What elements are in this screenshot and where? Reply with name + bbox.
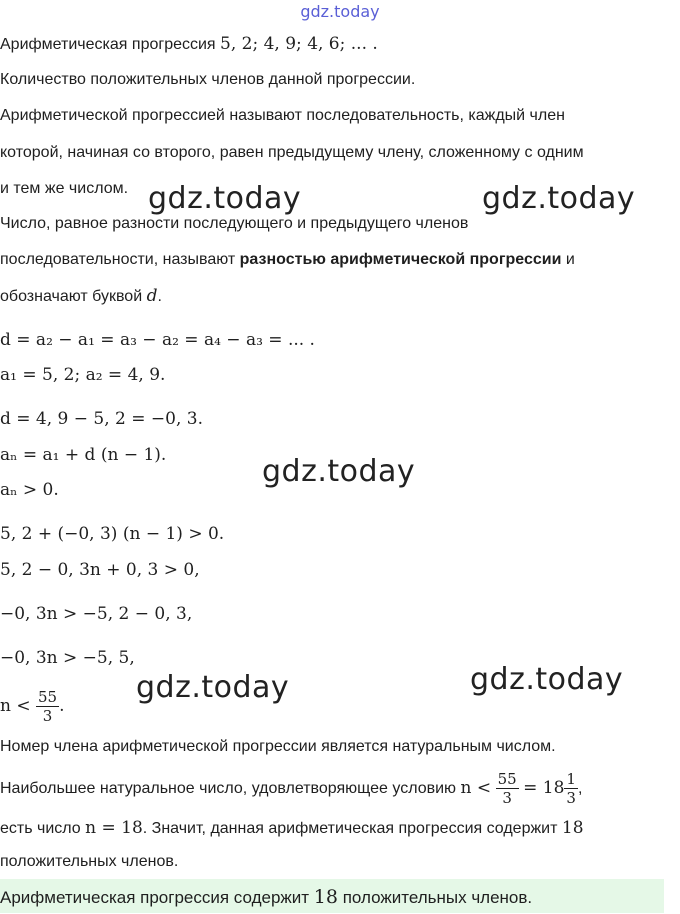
term-definition: разностью арифметической прогрессии [239,251,562,268]
given-terms: a₁ = 5, 2; a₂ = 4, 9. [0,365,166,385]
fraction-55-3 [36,688,59,725]
period: . [59,696,65,716]
task-sequence: 5, 2; 4, 9; 4, 6; ... . [220,34,378,54]
fraction-numerator: 1 [566,770,576,789]
conclusion-text: . Значит, данная арифметическая прогрессия содержит [142,820,562,837]
conclusion-line-1: Номер члена арифметической прогрессии является натуральным числом. [0,738,556,755]
fraction-denominator: 3 [42,707,53,725]
task-text: Арифметическая прогрессия [0,36,221,53]
conclusion-line-4: положительных членов. [0,853,179,870]
count-value: 18 [561,818,584,838]
inequality-step-4: −0, 3n > −5, 5, [0,648,135,668]
inequality-step-5 [0,686,65,726]
task-question: Количество положительных членов данной прогрессии. [0,71,416,88]
theory-line-1: Арифметической прогрессией называют последовательность, каждый член [0,107,565,124]
site-logo[interactable]: gdz.today [300,2,380,21]
answer-number: 18 [313,886,338,908]
watermark: gdz.today [148,181,302,216]
answer-line [0,884,532,911]
task-statement [0,32,378,57]
comma: , [577,780,583,797]
conclusion-line-3 [0,816,584,841]
watermark: gdz.today [470,662,624,697]
theory-text: последовательности, называют [0,251,240,268]
fraction-1-3 [564,770,578,807]
fraction-numerator: 55 [38,688,58,706]
answer-text: Арифметическая прогрессия содержит [0,888,314,907]
inequality-step-3: −0, 3n > −5, 2 − 0, 3, [0,604,193,624]
conclusion-line-2 [0,768,582,809]
answer-text: положительных членов. [337,888,533,907]
watermark: gdz.today [136,670,290,705]
fraction-numerator: 55 [497,770,517,789]
inequality-step-1: 5, 2 + (−0, 3) (n − 1) > 0. [0,524,225,544]
watermark: gdz.today [482,181,636,216]
theory-line-3: и тем же числом. [0,180,129,197]
theory-line-5 [0,248,575,272]
inequality-lhs: n < [460,778,492,798]
inequality-step-2: 5, 2 − 0, 3n + 0, 3 > 0, [0,560,200,580]
variable-d: d [146,286,158,306]
nth-term-formula: aₙ = a₁ + d (n − 1). [0,445,167,465]
n-value: n = 18 [85,818,143,838]
theory-text: и [561,251,575,268]
conclusion-text: Наибольшее натуральное число, удовлетворяющее условию [0,780,461,797]
inequality-lhs: n < [0,696,31,716]
fraction-denominator: 3 [502,789,512,808]
difference-calc: d = 4, 9 − 5, 2 = −0, 3. [0,409,204,429]
positive-condition: aₙ > 0. [0,480,59,500]
theory-line-6 [0,284,162,309]
difference-definition: d = a₂ − a₁ = a₃ − a₂ = a₄ − a₃ = ... . [0,330,315,350]
conclusion-text: есть число [0,820,86,837]
watermark: gdz.today [262,454,416,489]
fraction-55-3 [496,770,519,807]
fraction-denominator: 3 [566,789,576,808]
theory-text: . [157,288,162,305]
theory-text: обозначают буквой [0,288,147,305]
mixed-number-whole: = 18 [523,778,565,798]
theory-line-4: Число, равное разности последующего и предыдущего членов [0,215,469,232]
theory-line-2: которой, начиная со второго, равен предыдущему члену, сложенному с одним [0,144,584,161]
